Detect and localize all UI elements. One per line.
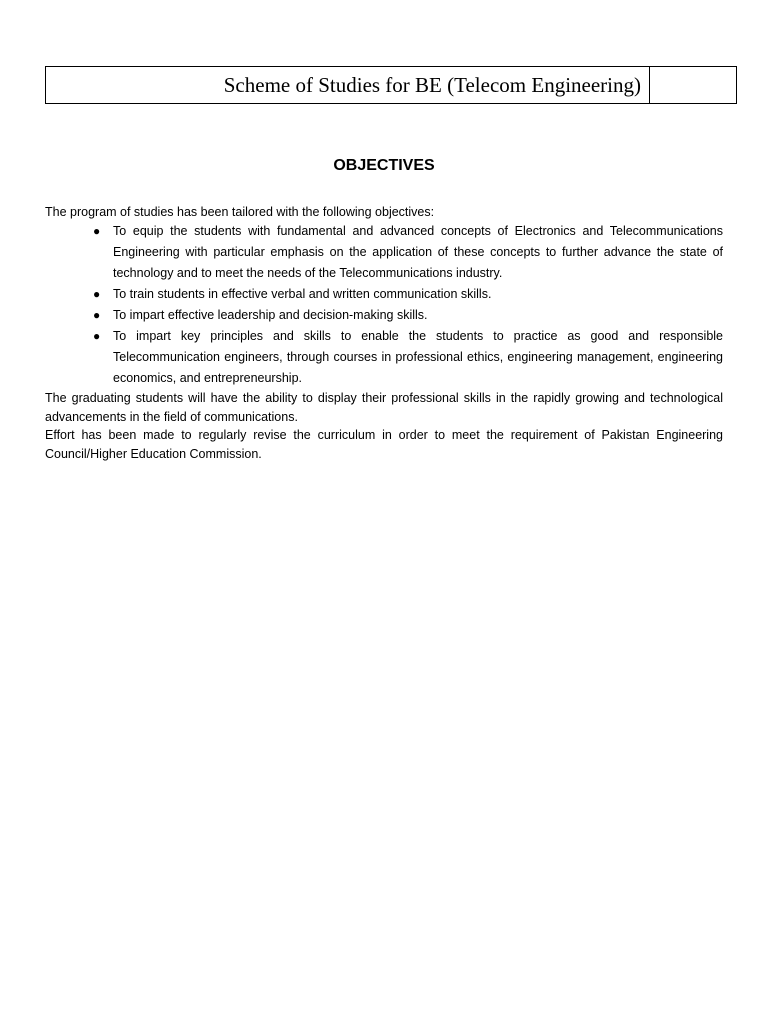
objective-text: To impart key principles and skills to enable the students to practice as good and responsible Telecommunication engineers, through courses in professional ethics, engineering management, engineering economics, and entrepreneurship.: [113, 329, 723, 385]
objective-text: To impart effective leadership and decision-making skills.: [113, 308, 428, 322]
objective-item: [93, 305, 723, 326]
document-title: Scheme of Studies for BE (Telecom Engineering): [223, 72, 641, 97]
document-header: [45, 66, 737, 104]
section-heading: OBJECTIVES: [333, 157, 435, 174]
graduates-paragraph: The graduating students will have the ability to display their professional skills in the rapidly growing and technological advancements in the field of communications.: [45, 391, 723, 424]
objective-text: To train students in effective verbal and written communication skills.: [113, 287, 492, 301]
curriculum-paragraph: Effort has been made to regularly revise the curriculum in order to meet the requirement of Pakistan Engineering Council/Higher Education Commission.: [45, 428, 723, 461]
objectives-section: [45, 203, 723, 463]
header-empty-cell: [649, 67, 736, 103]
bullet-icon: ●: [93, 287, 101, 301]
bullet-icon: ●: [93, 329, 101, 343]
objectives-list: [45, 221, 723, 389]
objective-item: [93, 221, 723, 284]
intro-text: The program of studies has been tailored with the following objectives:: [45, 205, 435, 219]
objective-text: To equip the students with fundamental and advanced concepts of Electronics and Telecommunications Engineering with particular emphasis on the application of these concepts to further advance the state of technology and to meet the needs of the Telecommunications industry.: [113, 224, 723, 280]
objective-item: [93, 284, 723, 305]
objective-item: [93, 326, 723, 389]
bullet-icon: ●: [93, 224, 101, 238]
bullet-icon: ●: [93, 308, 101, 322]
